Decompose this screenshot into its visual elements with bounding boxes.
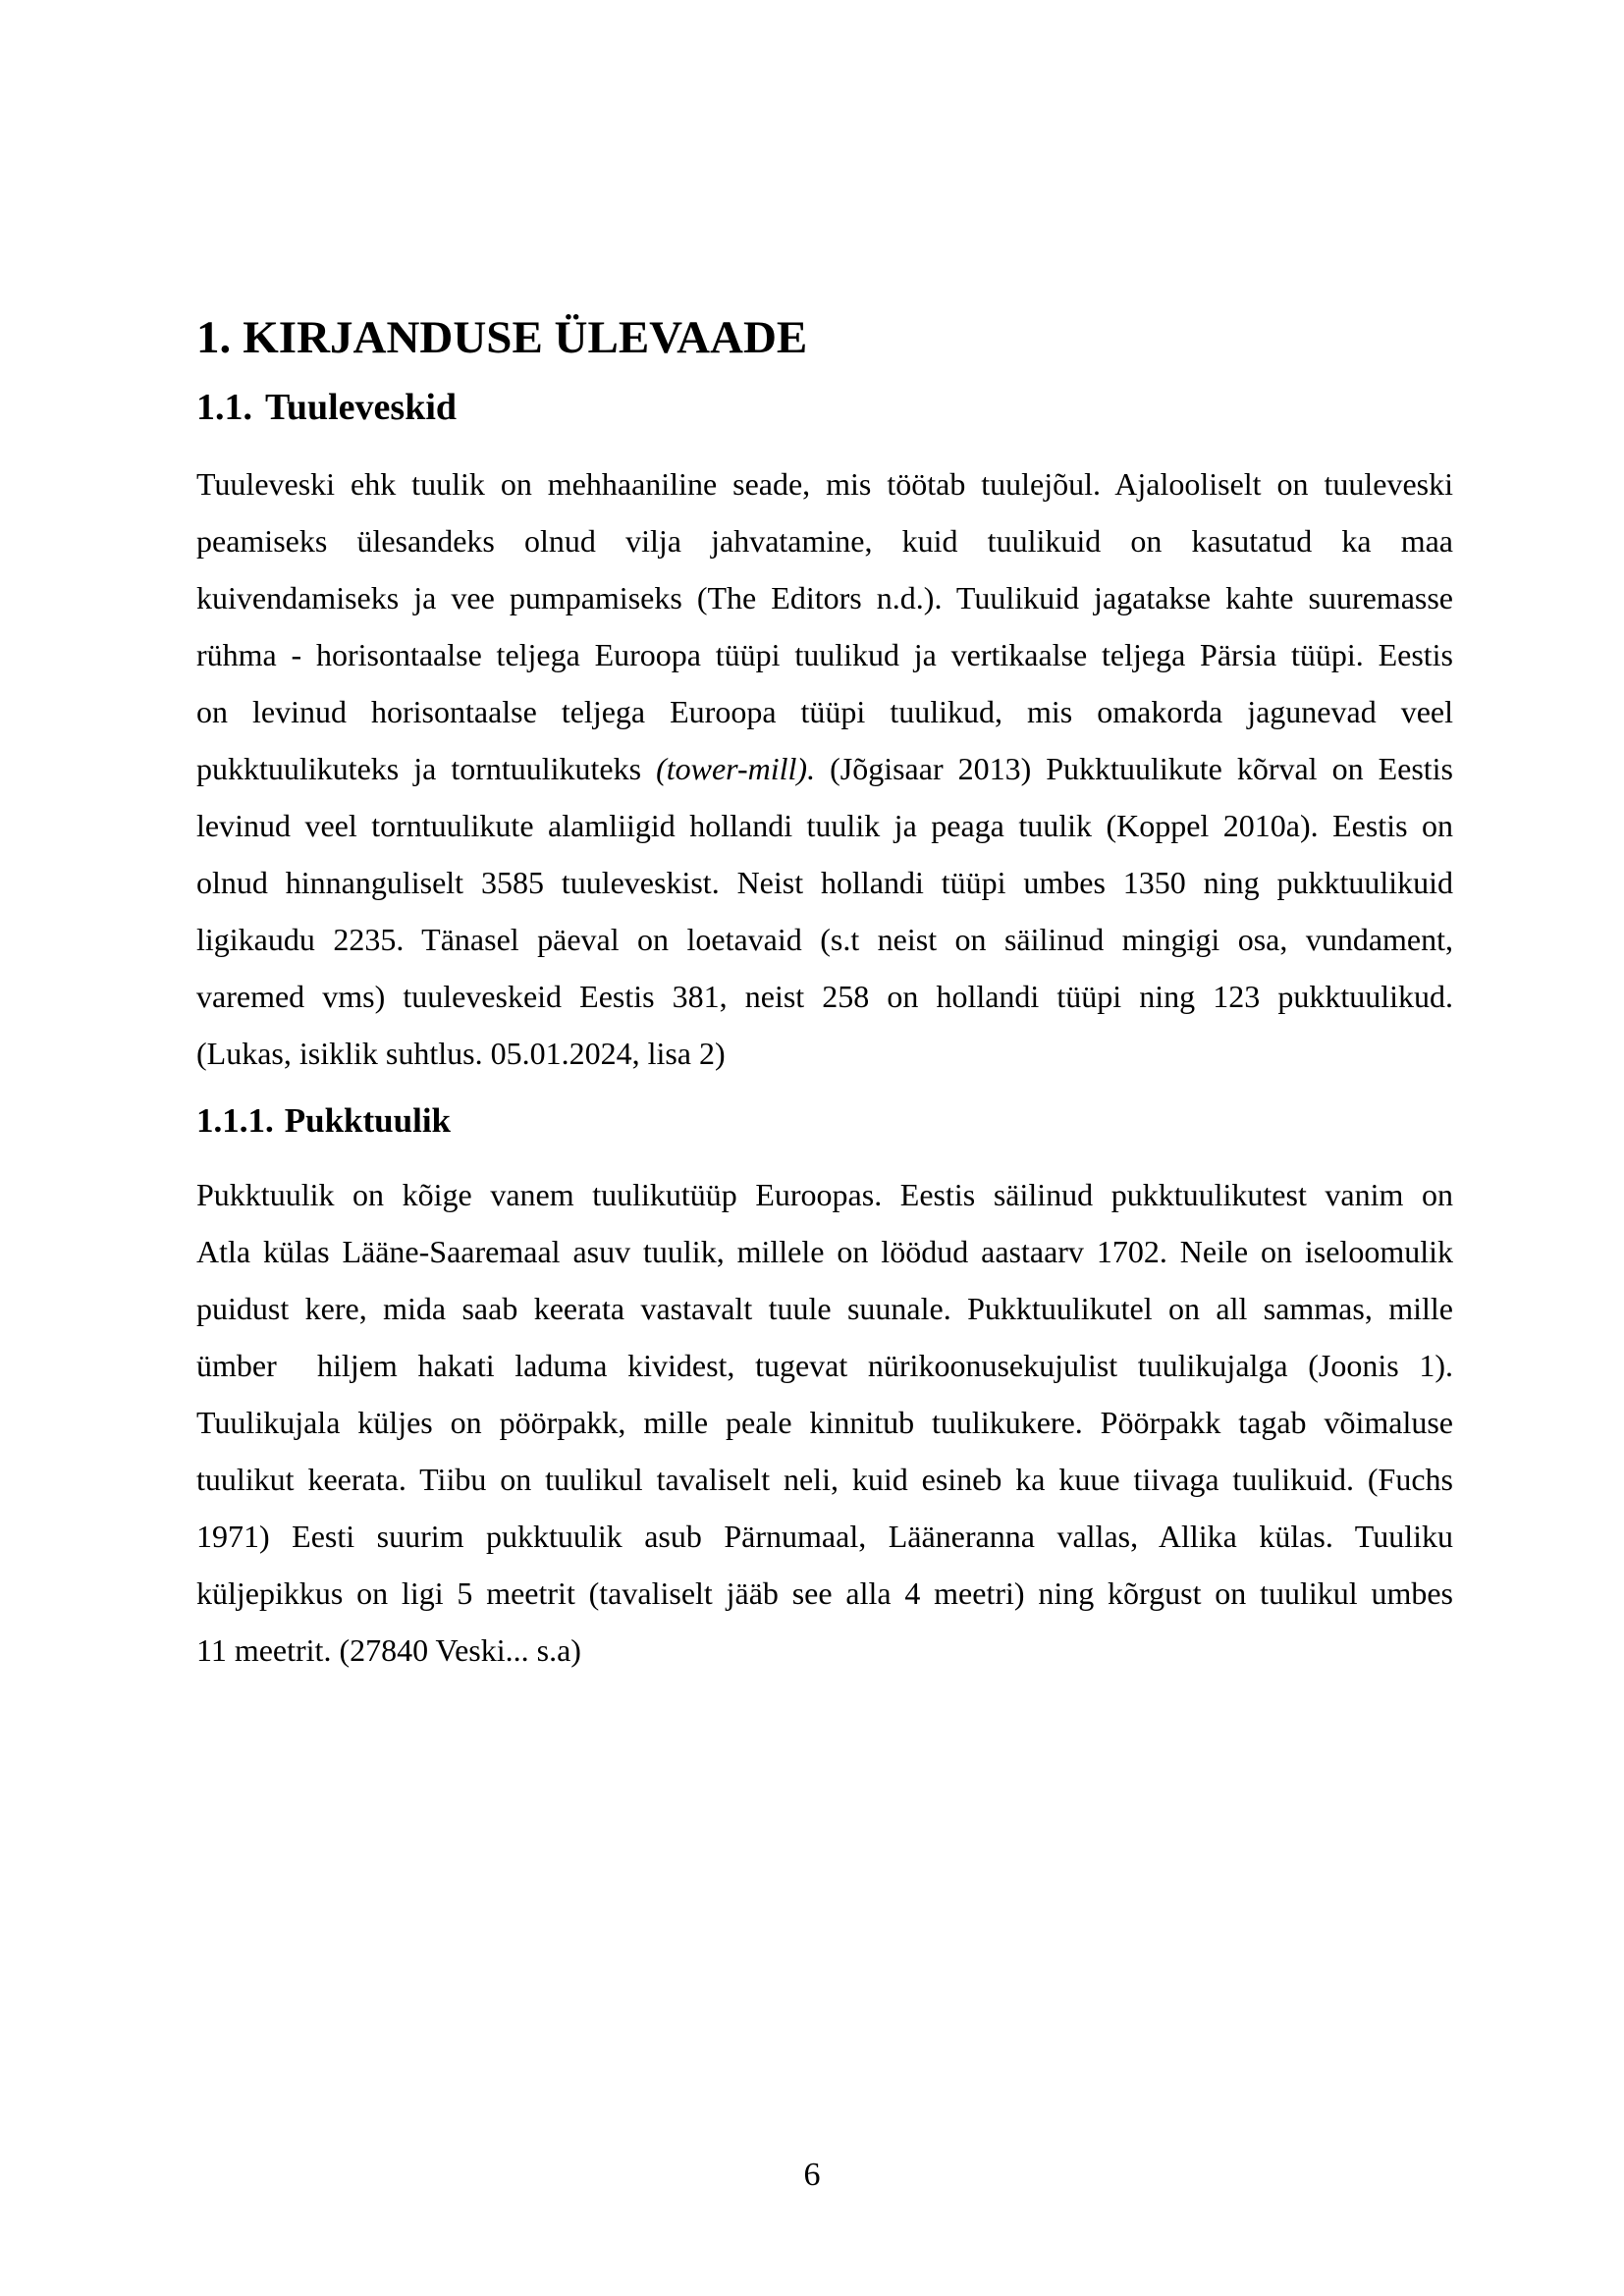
text-line: 11 meetrit. (27840 Veski... s.a) [196,1632,581,1668]
text-line: ligikaudu 2235. Tänasel päeval on loetavaid (s.t neist on säilinud mingigi osa, vundament, [196,922,1453,957]
heading-1-1-number: 1.1. [196,387,252,428]
text-line: küljepikkus on ligi 5 meetrit (tavaliselt jääb see alla 4 meetri) ning kõrgust on tuulikul umbes [196,1575,1453,1611]
text-line: Tuulikujala küljes on pöörpakk, mille peale kinnitub tuulikukere. Pöörpakk tagab võimaluse [196,1405,1453,1440]
heading-1-number: 1. [196,312,232,363]
text-line: peamiseks ülesandeks olnud vilja jahvatamine, kuid tuulikuid on kasutatud ka maa [196,523,1453,559]
text-line: puidust kere, mida saab keerata vastavalt tuule suunale. Pukktuulikutel on all sammas, mille [196,1291,1453,1326]
text-line: Tuuleveski ehk tuulik on mehhaaniline seade, mis töötab tuulejõul. Ajalooliselt on tuuleveski [196,466,1453,502]
section-heading-1-1-1 [196,1101,451,1141]
paragraph-pukktuulik [196,1166,1453,1679]
text-line: on levinud horisontaalse teljega Euroopa tüüpi tuulikud, mis omakorda jagunevad veel [196,694,1453,729]
text-segment: pukktuulikuteks ja torntuulikuteks [196,751,657,786]
paragraph-tuuleveskid [196,455,1453,1082]
page-number: 6 [803,2157,821,2193]
heading-1-1-1-label: Pukktuulik [284,1101,452,1140]
text-line: varemed vms) tuuleveskeid Eestis 381, neist 258 on hollandi tüüpi ning 123 pukktuulikud. [196,979,1453,1014]
text-segment: (Jõgisaar 2013) Pukktuulikute kõrval on Eestis [815,751,1453,786]
text-line: ümber hiljem hakati laduma kividest, tugevat nürikoonusekujulist tuulikujalga (Joonis 1). [196,1348,1453,1383]
text-line: Pukktuulik on kõige vanem tuulikutüüp Euroopas. Eestis säilinud pukktuulikutest vanim on [196,1177,1453,1212]
italic-term: (tower-mill). [656,751,816,786]
heading-1-1-label: Tuuleveskid [265,387,458,428]
text-line: levinud veel torntuulikute alamliigid hollandi tuulik ja peaga tuulik (Koppel 2010a). Eestis on [196,808,1453,843]
text-line-with-italic [196,740,1453,797]
section-heading-1 [196,312,807,363]
text-line: Atla külas Lääne-Saaremaal asuv tuulik, millele on löödud aastaarv 1702. Neile on iseloomulik [196,1234,1453,1269]
text-line: tuulikut keerata. Tiibu on tuulikul tavaliselt neli, kuid esineb ka kuue tiivaga tuulikuid. (Fuchs [196,1462,1453,1497]
heading-1-label: KIRJANDUSE ÜLEVAADE [243,312,808,363]
heading-1-1-1-number: 1.1.1. [196,1101,274,1140]
section-heading-1-1 [196,386,457,429]
text-line: 1971) Eesti suurim pukktuulik asub Pärnumaal, Lääneranna vallas, Allika külas. Tuuliku [196,1519,1453,1554]
text-line: olnud hinnanguliselt 3585 tuuleveskist. Neist hollandi tüüpi umbes 1350 ning pukktuulikuid [196,865,1453,900]
text-line: kuivendamiseks ja vee pumpamiseks (The Editors n.d.). Tuulikuid jagatakse kahte suuremasse [196,580,1453,615]
text-line: (Lukas, isiklik suhtlus. 05.01.2024, lisa 2) [196,1036,726,1071]
text-line: rühma - horisontaalse teljega Euroopa tüüpi tuulikud ja vertikaalse teljega Pärsia tüüpi. Eestis [196,637,1453,672]
